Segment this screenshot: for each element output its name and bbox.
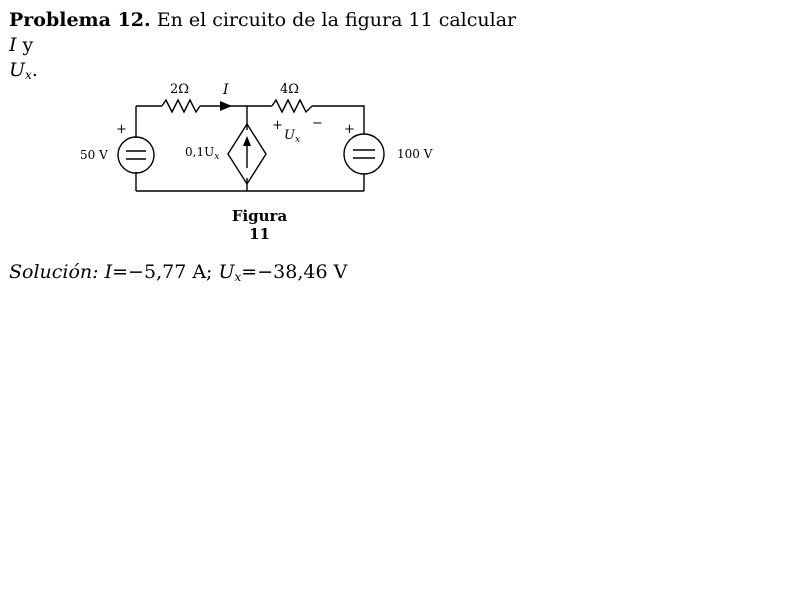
source-100v-circle (344, 134, 384, 174)
problem-text: En el circuito de la figura 11 calcular (150, 9, 517, 31)
problem-var-u: U (9, 59, 26, 81)
problem-label: Problema 12. (9, 9, 151, 31)
solution-label: Solución: (9, 261, 99, 283)
current-label: I (223, 82, 229, 98)
figure-caption: Figura 11 (231, 207, 288, 243)
resistor-4ohm-zigzag (272, 100, 312, 112)
source-100v-label: 100 V (397, 147, 433, 161)
source-50v-label: 50 V (80, 148, 108, 162)
dependent-source-arrow-head (243, 136, 251, 146)
source-100v-plus: + (344, 122, 355, 137)
solution-var-u: U (218, 261, 235, 283)
wire-top-left (136, 106, 162, 138)
problem-period: . (31, 59, 38, 81)
problem-var-u-sub: x (25, 68, 32, 82)
solution (9, 260, 347, 285)
voltage-label: $U_x$ (284, 128, 301, 145)
solution-eq-i: =−5,77 A; (112, 261, 219, 283)
source-50v-circle (118, 137, 154, 173)
solution-eq-u: =−38,46 V (241, 261, 348, 283)
resistor-4ohm-label: 4Ω (280, 82, 300, 97)
voltage-plus: + (272, 118, 283, 133)
dependent-source-label: $0,1U_x$ (185, 145, 220, 162)
problem-conjunction: y (16, 34, 34, 56)
resistor-2ohm-zigzag (162, 100, 200, 112)
voltage-minus: − (312, 116, 323, 131)
source-50v-plates (126, 151, 146, 159)
source-100v-plates (353, 150, 375, 158)
source-50v-plus: + (116, 122, 127, 137)
solution-var-i: I (104, 261, 113, 283)
resistor-2ohm-label: 2Ω (170, 82, 190, 97)
solution-var-u-sub: x (234, 270, 242, 284)
current-arrow-head (220, 101, 232, 111)
problem-var-i: I (9, 34, 17, 56)
